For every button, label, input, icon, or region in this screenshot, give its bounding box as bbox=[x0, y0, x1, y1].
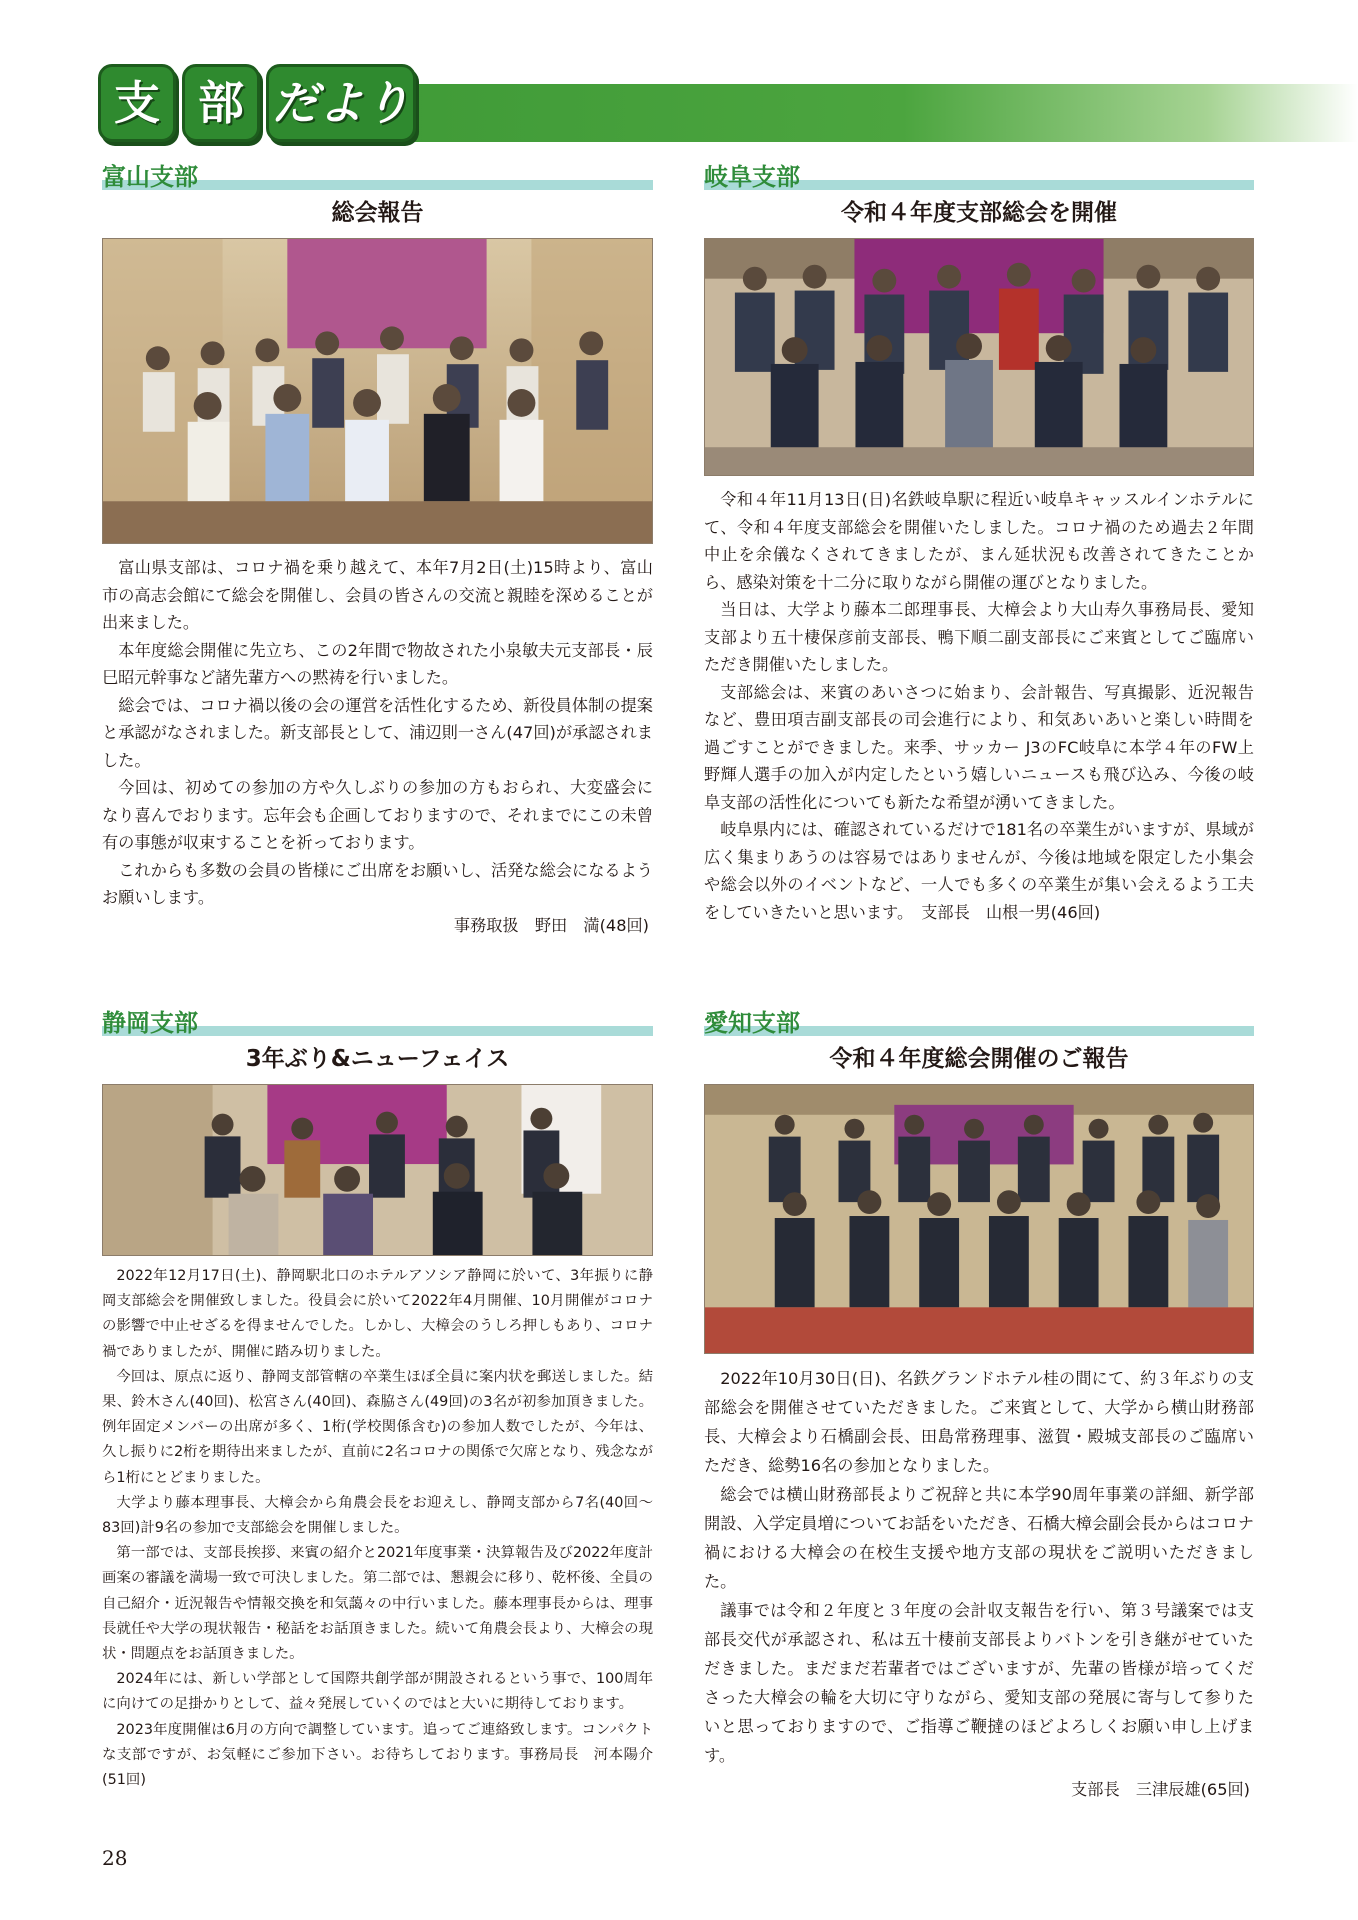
shizuoka-branch-header bbox=[102, 1006, 653, 1040]
article-body bbox=[704, 486, 1254, 926]
group-photo bbox=[102, 238, 653, 544]
banner-gradient-bar bbox=[348, 84, 1358, 142]
paragraph: 大学より藤本理事長、大樟会から角農会長をお迎えし、静岡支部から7名(40回～ 83回)計9名の参加で支部総会を開催しました。 bbox=[102, 1494, 653, 1537]
paragraph: 富山県支部は、コロナ禍を乗り越えて、本年7月2日(土)15時より、富山市の高志会館にて総会を開催し、会員の皆さんの交流と親睦を深めることが出来ました。 bbox=[102, 558, 653, 632]
toyama-section bbox=[102, 160, 653, 940]
paragraph: 議事では令和２年度と３年度の会計収支報告を行い、第３号議案では支部長交代が承認され、私は五十棲前支部長よりバトンを引き継がせていただきました。まだまだ若輩者ではございますが、先輩の皆様が培ってくださった大樟会の輪を大切に守りながら、愛知支部の発展に寄与して参りたいと思っておりますので、ご指導ご鞭撻のほどよろしくお願い申し上げます。 bbox=[704, 1601, 1254, 1765]
page-number: 28 bbox=[102, 1846, 128, 1870]
paragraph: 2024年には、新しい学部として国際共創学部が開設されるという事で、100周年に向けての足掛かりとして、益々発展していくのではと大いに期待しております。 bbox=[102, 1671, 653, 1713]
banner-tile-2 bbox=[182, 64, 260, 142]
group-photo bbox=[704, 1084, 1254, 1354]
gifu-branch-header bbox=[704, 160, 1254, 194]
group-photo bbox=[102, 1084, 653, 1256]
paragraph: 今回は、初めての参加の方や久しぶりの参加の方もおられ、大変盛会になり喜んでおります。忘年会も企画しておりますので、それまでにこの未曾有の事態が収束することを祈っております。 bbox=[102, 778, 653, 852]
branch-name: 静岡支部 bbox=[102, 1009, 198, 1037]
paragraph: 当日は、大学より藤本二郎理事長、大樟会より大山寿久事務局長、愛知支部より五十棲保彦前支部長、鴨下順二副支部長にご来賓としてご臨席いただき開催いたしました。 bbox=[704, 600, 1254, 674]
banner-char-2: 部 bbox=[198, 76, 244, 130]
paragraph: 今回は、原点に返り、静岡支部管轄の卒業生ほぼ全員に案内状を郵送しました。結果、鈴木さん(40回)、松宮さん(40回)、森脇さん(49回)の3名が初参加頂きました。例年固定メンバーの出席が多く、1桁(学校関係含む)の参加人数でしたが、今年は、久し振りに2桁を期待出来ましたが、直前に2名コロナの関係で欠席となり、残念ながら1桁にとどまりました。 bbox=[102, 1368, 653, 1486]
paragraph: 支部総会は、来賓のあいさつに始まり、会計報告、写真撮影、近況報告など、豊田項吉副支部長の司会進行により、和気あいあいと楽しい時間を過ごすことができました。来季、サッカー J3のFC岐阜に本学４年のFW上野輝人選手の加入が内定したという嬉しいニュースも飛び込み、今後の岐阜支部の活性化についても新たな希望が湧いてきました。 bbox=[704, 682, 1254, 812]
article-body bbox=[704, 1364, 1254, 1770]
paragraph: これからも多数の会員の皆様にご出席をお願いし、活発な総会になるようお願いします。 bbox=[102, 860, 653, 907]
banner-tile-3 bbox=[266, 64, 416, 142]
branch-name: 岐阜支部 bbox=[704, 163, 800, 191]
banner-char-3: だより bbox=[272, 76, 410, 130]
toyama-branch-header bbox=[102, 160, 653, 194]
article-body bbox=[102, 554, 653, 912]
article-body bbox=[102, 1264, 653, 1793]
aichi-branch-header bbox=[704, 1006, 1254, 1040]
gifu-section bbox=[704, 160, 1254, 926]
aichi-section bbox=[704, 1006, 1254, 1804]
article-title: 3年ぶり&ニューフェイス bbox=[245, 1046, 510, 1072]
article-title: 総会報告 bbox=[331, 200, 424, 226]
group-photo bbox=[704, 238, 1254, 476]
paragraph: 第一部では、支部長挨拶、来賓の紹介と2021年度事業・決算報告及び2022年度計画案の審議を満場一致で可決しました。第二部では、懇親会に移り、乾杯後、全員の自己紹介・近況報告や情報交換を和気藹々の中行いました。藤本理事長からは、理事長就任や大学の現状報告・秘話をお話頂きました。続いて角農会長より、大樟会の現状・問題点をお話頂きました。 bbox=[102, 1545, 653, 1663]
banner-tile-1 bbox=[98, 64, 176, 142]
paragraph: 本年度総会開催に先立ち、この2年間で物故された小泉敏夫元支部長・辰巳昭元幹事など諸先輩方への黙祷を行いました。 bbox=[102, 640, 653, 687]
paragraph: 岐阜県内には、確認されているだけで181名の卒業生がいますが、県域が広く集まりあうのは容易ではありませんが、今後は地域を限定した小集会や総会以外のイベントなど、一人でも多くの卒業生が集い会えるよう工夫をしていきたいと思います。 支部長 山根一男(46回) bbox=[704, 820, 1254, 922]
paragraph: 総会では、コロナ禍以後の会の運営を活性化するため、新役員体制の提案と承認がなされました。新支部長として、浦辺則一さん(47回)が承認されました。 bbox=[102, 695, 653, 770]
paragraph: 総会では横山財務部長よりご祝辞と共に本学90周年事業の詳細、新学部開設、入学定員増についてお話をいただき、石橋大樟会副会長からはコロナ禍における大樟会の在校生支援や地方支部の現状をご説明いただきました。 bbox=[704, 1485, 1254, 1591]
article-signature: 事務取扱 野田 満(48回) bbox=[453, 915, 649, 935]
branch-name: 愛知支部 bbox=[704, 1009, 800, 1037]
article-signature: 支部長 三津辰雄(65回) bbox=[1071, 1780, 1250, 1799]
paragraph: 2023年度開催は6月の方向で調整しています。追ってご連絡致します。コンパクトな支部ですが、お気軽にご参加下さい。お待ちしております。事務局長 河本陽介(51回) bbox=[102, 1721, 653, 1789]
paragraph: 2022年10月30日(日)、名鉄グランドホテル桂の間にて、約３年ぶりの支部総会を開催させていただきました。ご来賓として、大学から横山財務部長、大樟会より石橋副会長、田島常務理事、滋賀・殿城支部長のご臨席いただき、総勢16名の参加となりました。 bbox=[704, 1369, 1254, 1475]
section-banner bbox=[98, 58, 1358, 148]
shizuoka-section bbox=[102, 1006, 653, 1793]
article-title: 令和４年度総会開催のご報告 bbox=[829, 1046, 1129, 1072]
article-title: 令和４年度支部総会を開催 bbox=[841, 200, 1117, 226]
branch-name: 富山支部 bbox=[102, 163, 198, 191]
paragraph: 令和４年11月13日(日)名鉄岐阜駅に程近い岐阜キャッスルインホテルにて、令和４年度支部総会を開催いたしました。コロナ禍のため過去２年間中止を余儀なくされてきましたが、まん延状況も改善されてきたことから、感染対策を十二分に取りながら開催の運びとなりました。 bbox=[704, 490, 1254, 592]
banner-char-1: 支 bbox=[114, 76, 160, 130]
paragraph: 2022年12月17日(土)、静岡駅北口のホテルアソシア静岡に於いて、3年振りに静岡支部総会を開催致しました。役員会に於いて2022年4月開催、10月開催がコロナの影響で中止せざるを得ませんでした。しかし、大樟会のうしろ押しもあり、コロナ禍でありましたが、開催に踏み切りました。 bbox=[102, 1268, 653, 1360]
